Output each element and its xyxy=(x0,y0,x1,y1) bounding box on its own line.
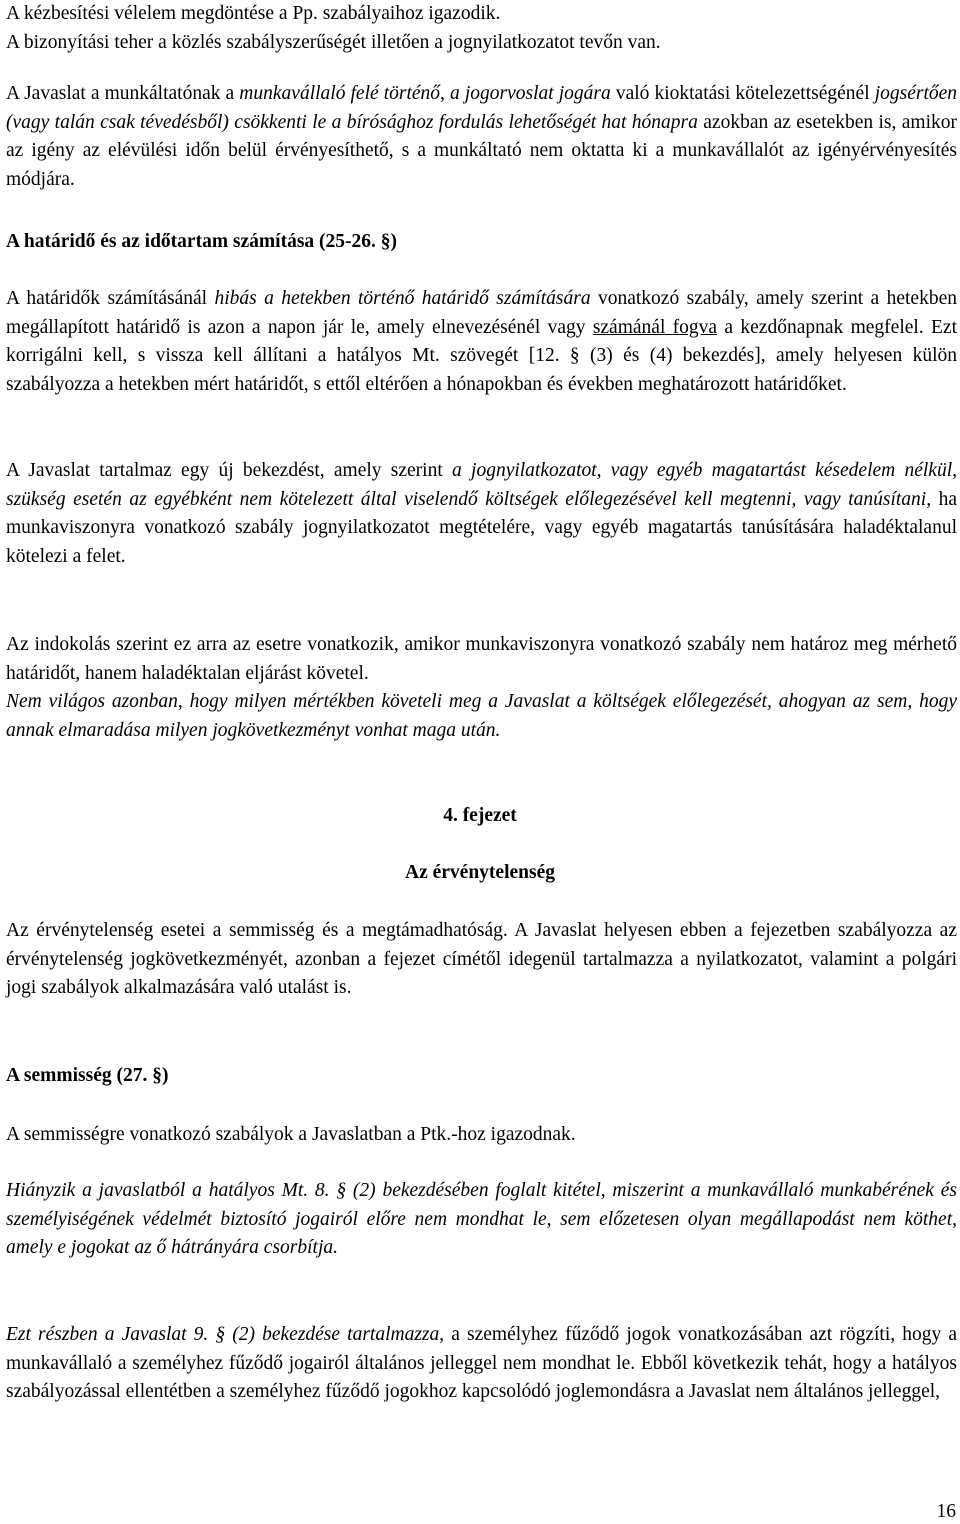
text-run: A bizonyítási teher a közlés szabályszerűségét illetően a jognyilatkozatot tevőn van. xyxy=(6,31,661,53)
text-run: azokban az esetekben is, amikor az igény az elévülési időn belül érvényesíthető, s a munkáltató nem oktatta ki a munkavállalót az igényérvényesítés módjára. xyxy=(6,111,957,190)
text-run: A határidő és az időtartam számítása (25-26. §) xyxy=(6,231,398,252)
page-number: 16 xyxy=(936,1501,956,1522)
text-run: A Javaslat tartalmaz egy új bekezdést, amely szerint xyxy=(6,460,453,481)
paragraph-legal-remedy xyxy=(6,80,957,194)
text-run: számánál fogva xyxy=(592,316,718,338)
text-run: a jognyilatkozatot, vagy egyéb magatartást késedelem nélkül, szükség esetén az egyébként nem kötelezett által viselendő költségek előlegezésével kell megtenni, vagy tanúsítani, xyxy=(6,460,958,510)
text-run: munkavállaló felé történő, a jogorvoslat jogára xyxy=(239,83,611,104)
text-run: a kezdőnapnak megfelel. Ezt korrigálni kell, s vissza kell állítani a hatályos Mt. szövegét [12. § (3) és (4) bekezdés], amely helyesen külön szabályozza a hetekben mért határidőt, s ettől eltérően a hónapokban és években meghatározott határidőket. xyxy=(6,316,957,395)
text-run: Hiányzik a javaslatból a hatályos Mt. 8. § (2) bekezdésében foglalt kitétel, miszerint a munkavállaló munkabérének és személyiségének védelmét biztosító jogairól előre nem mondhat le, sem előzetesen olyan megállapodást nem köthet, amely e jogokat az ő hátrányára csorbítja. xyxy=(6,1180,957,1259)
section-heading-nullity xyxy=(6,1062,957,1091)
section-heading-deadline xyxy=(6,228,957,257)
text-run: A Javaslat a munkáltatónak a xyxy=(6,83,240,104)
paragraph-missing-clause xyxy=(6,1177,957,1263)
text-run: Nem világos azonban, hogy milyen mértékben követeli meg a Javaslat a költségek előlegezését, ahogyan az sem, hogy annak elmaradása milyen jogkövetkezményt vonhat maga után. xyxy=(6,691,957,741)
text-run: Az érvénytelenség xyxy=(405,862,555,883)
text-run: A kézbesítési vélelem megdöntése a Pp. szabályaihoz igazodik. xyxy=(6,3,501,24)
paragraph-deadline-calculation xyxy=(6,285,957,399)
paragraph-delivery xyxy=(6,0,957,57)
text-run: , a személyhez fűződő jogok vonatkozásában azt rögzíti, hogy a munkavállaló a személyhez fűződő jogairól általános jelleggel nem mondhat le. Ebből következik tehát, hogy a hatályos szabályozással ellentétben a személyhez fűződő jogokhoz kapcsolódó joglemondásra a Javaslat nem általános jelleggel, xyxy=(6,1324,957,1403)
paragraph-personal-rights xyxy=(6,1321,957,1407)
text-run: ha munkaviszonyra vonatkozó szabály jognyilatkozatot megtételére, vagy egyéb magatartás tanúsítására haladéktalanul kötelezi a felet. xyxy=(6,488,958,567)
text-run: 4. fejezet xyxy=(443,805,517,826)
text-run: A semmisség (27. §) xyxy=(6,1065,169,1086)
text-run: hibás a hetekben történő határidő számítására xyxy=(214,288,591,309)
text-run: A semmisségre vonatkozó szabályok a Javaslatban a Ptk.-hoz igazodnak. xyxy=(6,1124,576,1145)
chapter-title xyxy=(0,859,960,888)
text-run: Az indokolás szerint ez arra az esetre vonatkozik, amikor munkaviszonyra vonatkozó szabály nem határoz meg mérhető határidőt, hanem haladéktalan eljárást követel. xyxy=(6,634,957,684)
text-run: Ezt részben a Javaslat 9. § (2) bekezdése tartalmazza xyxy=(6,1324,440,1345)
text-run: A határidők számításánál xyxy=(6,288,215,309)
paragraph-new-subsection xyxy=(6,457,957,571)
paragraph-reasoning xyxy=(6,631,957,688)
text-run: jogsértően (vagy talán csak tévedésből) csökkenti le a bírósághoz fordulás lehetőségét hat hónapra xyxy=(6,83,958,133)
chapter-number xyxy=(0,802,960,831)
paragraph-unclear-costs xyxy=(6,688,957,745)
text-run: Az érvénytelenség esetei a semmisség és a megtámadhatóság. A Javaslat helyesen ebben a fejezetben szabályozza az érvénytelenség jogkövetkezményét, azonban a fejezet címétől idegenül tartalmazza a nyilatkozatot, valamint a polgári jogi szabályok alkalmazására való utalást is. xyxy=(6,920,957,999)
text-run: vonatkozó szabály, amely szerint a hetekben megállapított határidő is azon a napon jár le, amely elnevezésénél vagy xyxy=(6,288,957,338)
text-run: való kioktatási kötelezettségénél xyxy=(610,83,875,104)
paragraph-nullity-rules xyxy=(6,1121,957,1150)
paragraph-invalidity xyxy=(6,917,957,1003)
